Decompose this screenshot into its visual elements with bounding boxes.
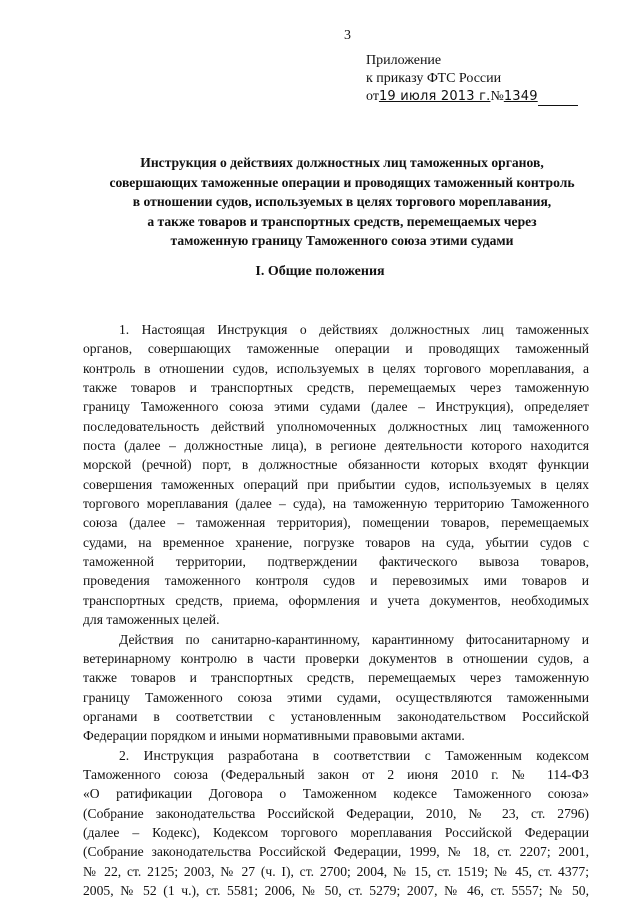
paragraph-1-line: судами, на временное хранение, погрузке товаров на суда, убытии судов с [83,534,589,550]
annex-block [366,52,578,106]
order-date-line [366,88,578,106]
paragraph-3-line: № 22, ст. 2125; 2003, № 27 (ч. I), ст. 2700; 2004, № 15, ст. 1519; № 45, ст. 4377; [83,863,589,879]
paragraph-2-line: Действия по санитарно-карантинному, карантинному фитосанитарному и [119,631,589,647]
title-line: в отношении судов, используемых в целях торгового мореплавания, [132,194,552,209]
paragraph-2-line: органами в соответствии с установленным законодательством Российской [83,708,589,724]
paragraph-1-line: транспортных средств, приема, оформления и учета документов, необходимых [83,592,589,608]
paragraph-3-line: 2. Инструкция разработана в соответствии с Таможенным кодексом [119,747,589,763]
annex-label: Приложение [366,53,442,68]
paragraph-3-line: Таможенного союза (Федеральный закон от 2 июня 2010 г. № 114-ФЗ [83,766,589,782]
title-line: Инструкция о действиях должностных лиц таможенных органов, [140,155,544,170]
paragraph-1-line: последовательность действий уполномоченных должностных лиц таможенного [83,418,589,434]
paragraph-2-line: Федерации порядком и иными нормативными правовыми актами. [83,728,465,744]
order-date: 19 июля 2013 г. [378,89,491,104]
title-line: а также товаров и транспортных средств, перемещаемых через [147,213,537,229]
order-date-prefix: от [366,89,379,104]
title-line: совершающих таможенные операции и проводящих таможенный контроль [109,174,575,190]
section-heading: I. Общие положения [255,264,385,279]
paragraph-1-line: морской (речной) порт, в должностные обязанности которых входят функции [83,457,589,473]
paragraph-1-line: торгового мореплавания (далее – суда), на таможенную территорию Таможенного [83,496,589,512]
page-number: 3 [344,28,351,43]
paragraph-1-line: органов, совершающих таможенные операции и проводящих таможенный [83,341,589,357]
paragraph-1-line: совершения таможенных операций при прибытии судов, используемых в целях [83,476,589,492]
paragraph-1-line: проведения таможенного контроля судов и перевозимых ими товаров и [83,573,589,589]
paragraph-3-line: (Собрание законодательства Российской Федерации, 1999, № 18, ст. 2207; 2001, [83,844,589,860]
paragraph-3-line: «О ратификации Договора о Таможенном кодексе Таможенного союза» [83,786,589,802]
paragraph-1-line: союза (далее – таможенная территория), помещении товаров, перемещаемых [83,515,589,531]
document-title [100,153,584,251]
paragraph-3-line: 2005, № 52 (1 ч.), ст. 5581; 2006, № 50, ст. 5279; 2007, № 46, ст. 5557; № 50, [83,882,589,898]
body-text [83,320,589,900]
paragraph-1-line: таможенной территории, подтверждении фактического вывоза товаров, [83,554,589,570]
order-number-underline [538,93,578,106]
paragraph-1-line: 1. Настоящая Инструкция о действиях должностных лиц таможенных [119,322,589,337]
paragraph-3-line: (Собрание законодательства Российской Федерации, 2010, № 23, ст. 2796) [83,805,589,821]
paragraph-1-line: поста (далее – должностные лица), в регионе деятельности которого находится [83,438,589,454]
paragraph-1-line: контроль в отношении судов, используемых в целях торгового мореплавания, а [83,360,589,376]
paragraph-2-line: границу Таможенного союза этими судами, осуществляются таможенными [83,689,589,705]
order-number: 1349 [503,89,538,104]
paragraph-1-line: границу Таможенного союза этими судами (далее – Инструкция), определяет [83,399,589,415]
title-line: таможенную границу Таможенного союза этими судами [170,233,514,248]
order-number-sign: № [490,89,504,104]
paragraph-1-line: также товаров и транспортных средств, перемещаемых через таможенную [83,380,589,396]
paragraph-2-line: также товаров и транспортных средств, перемещаемых через таможенную [83,670,589,686]
paragraph-1-line: для таможенных целей. [83,612,220,628]
annex-order-reference: к приказу ФТС России [366,71,502,86]
paragraph-2-line: ветеринарному контролю в части проверки документов в отношении судов, а [83,650,589,666]
paragraph-3-line: (далее – Кодекс), Кодексом торгового мореплавания Российской Федерации [83,824,589,840]
